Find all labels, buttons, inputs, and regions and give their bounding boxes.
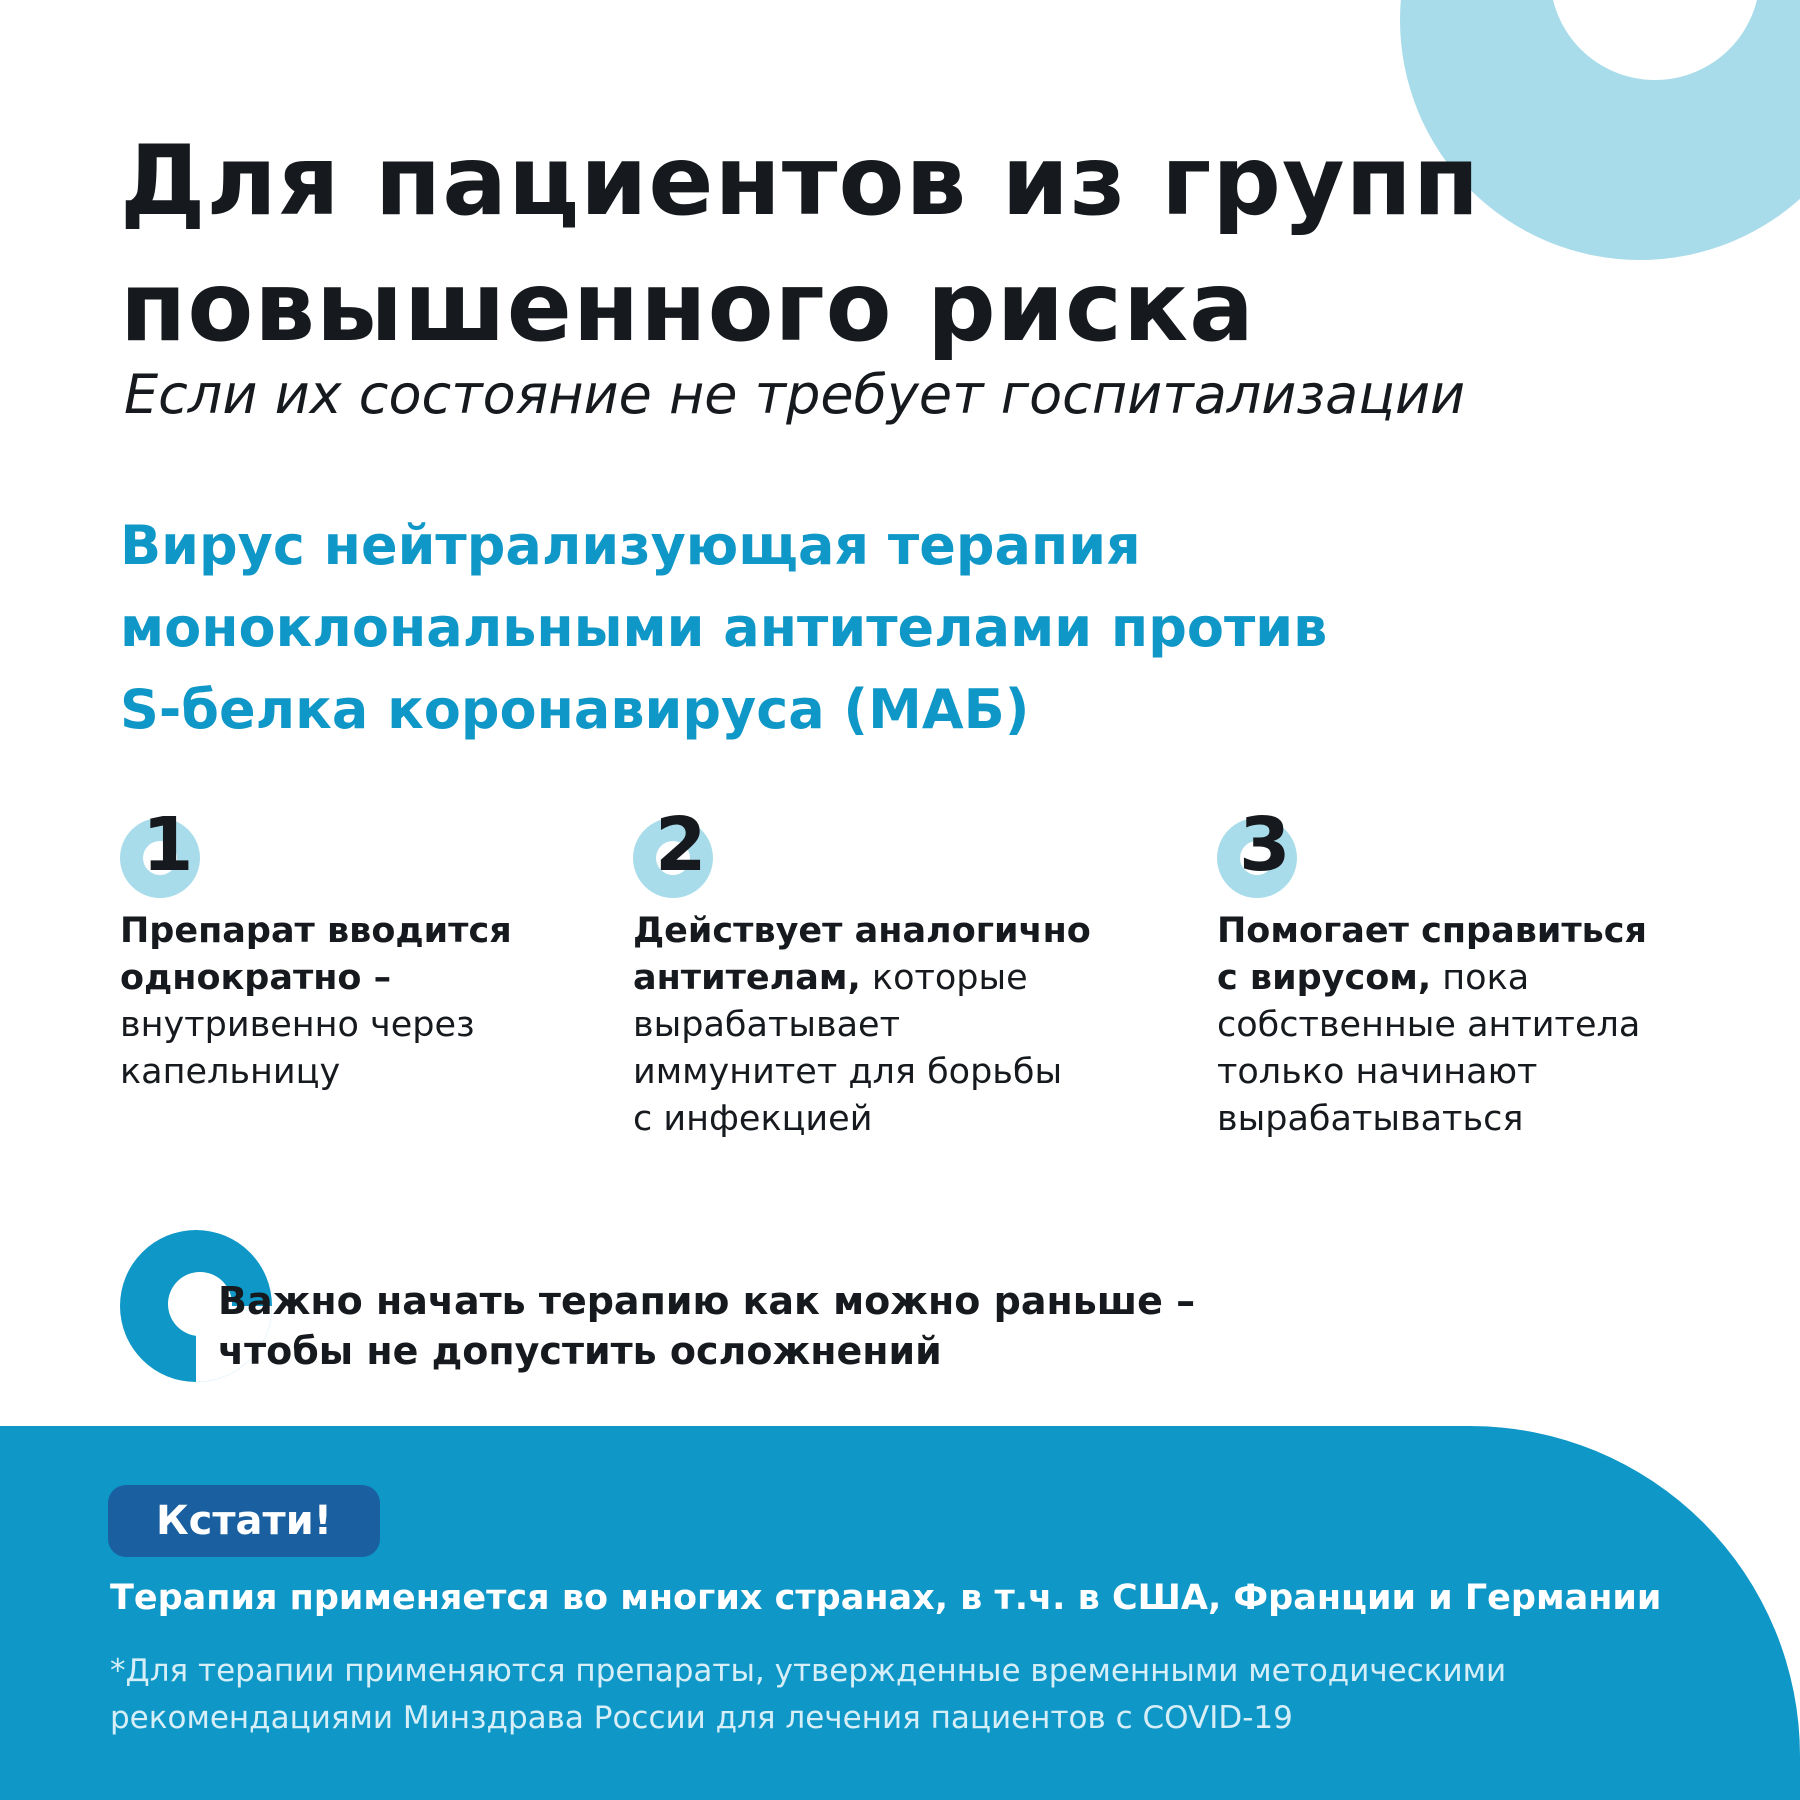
step-3-line-3: собственные антитела xyxy=(1217,1005,1641,1045)
footnote-line-2: рекомендациями Минздрава России для лечения пациентов с COVID-19 xyxy=(110,1700,1293,1736)
step-2-number: 2 xyxy=(655,802,707,888)
step-3-text xyxy=(1217,908,1717,1143)
page-title xyxy=(120,118,1680,370)
step-2-number-badge xyxy=(633,800,733,900)
important-note-line-2: чтобы не допустить осложнений xyxy=(218,1329,942,1373)
step-3-line-2-bold: с вирусом, xyxy=(1217,958,1432,998)
step-3-number: 3 xyxy=(1239,802,1291,888)
step-2-line-2-rest: которые xyxy=(860,958,1028,998)
step-1-text xyxy=(120,908,620,1096)
therapy-line-1: Вирус нейтрализующая терапия xyxy=(120,514,1141,577)
step-2-line-5: с инфекцией xyxy=(633,1099,873,1139)
step-1-line-3: внутривенно через xyxy=(120,1005,475,1045)
step-1-number-badge xyxy=(120,800,220,900)
decorative-ring-hole xyxy=(1550,0,1760,80)
step-3 xyxy=(1217,800,1717,1143)
step-1-number: 1 xyxy=(142,802,194,888)
step-2-line-1: Действует аналогично xyxy=(633,911,1091,951)
step-1-line-4: капельницу xyxy=(120,1052,341,1092)
important-note-line-1: Важно начать терапию как можно раньше – xyxy=(218,1279,1196,1323)
step-2-text xyxy=(633,908,1133,1143)
therapy-heading xyxy=(120,505,1680,751)
title-line-1: Для пациентов из групп xyxy=(120,125,1481,237)
fact-text: Терапия применяется во многих странах, в т.ч. в США, Франции и Германии xyxy=(110,1578,1662,1618)
step-2-line-4: иммунитет для борьбы xyxy=(633,1052,1063,1092)
step-1-line-2: однократно – xyxy=(120,958,392,998)
step-3-line-2-rest: пока xyxy=(1431,958,1530,998)
step-1-line-1: Препарат вводится xyxy=(120,911,512,951)
step-2 xyxy=(633,800,1133,1143)
important-note xyxy=(218,1276,1195,1376)
page-subtitle: Если их состояние не требует госпитализации xyxy=(124,363,1466,426)
step-3-number-badge xyxy=(1217,800,1317,900)
footnote-line-1: *Для терапии применяются препараты, утвержденные временными методическими xyxy=(110,1653,1507,1689)
step-2-line-2-bold: антителам, xyxy=(633,958,861,998)
therapy-line-3: S-белка коронавируса (МАБ) xyxy=(120,678,1030,741)
step-3-line-4: только начинают xyxy=(1217,1052,1538,1092)
step-3-line-5: вырабатываться xyxy=(1217,1099,1524,1139)
step-3-line-1: Помогает справиться xyxy=(1217,911,1648,951)
footnote xyxy=(110,1648,1650,1742)
step-2-line-3: вырабатывает xyxy=(633,1005,900,1045)
step-1 xyxy=(120,800,620,1096)
by-the-way-badge: Кстати! xyxy=(108,1485,380,1557)
therapy-line-2: моноклональными антителами против xyxy=(120,596,1328,659)
title-line-2: повышенного риска xyxy=(120,251,1255,363)
